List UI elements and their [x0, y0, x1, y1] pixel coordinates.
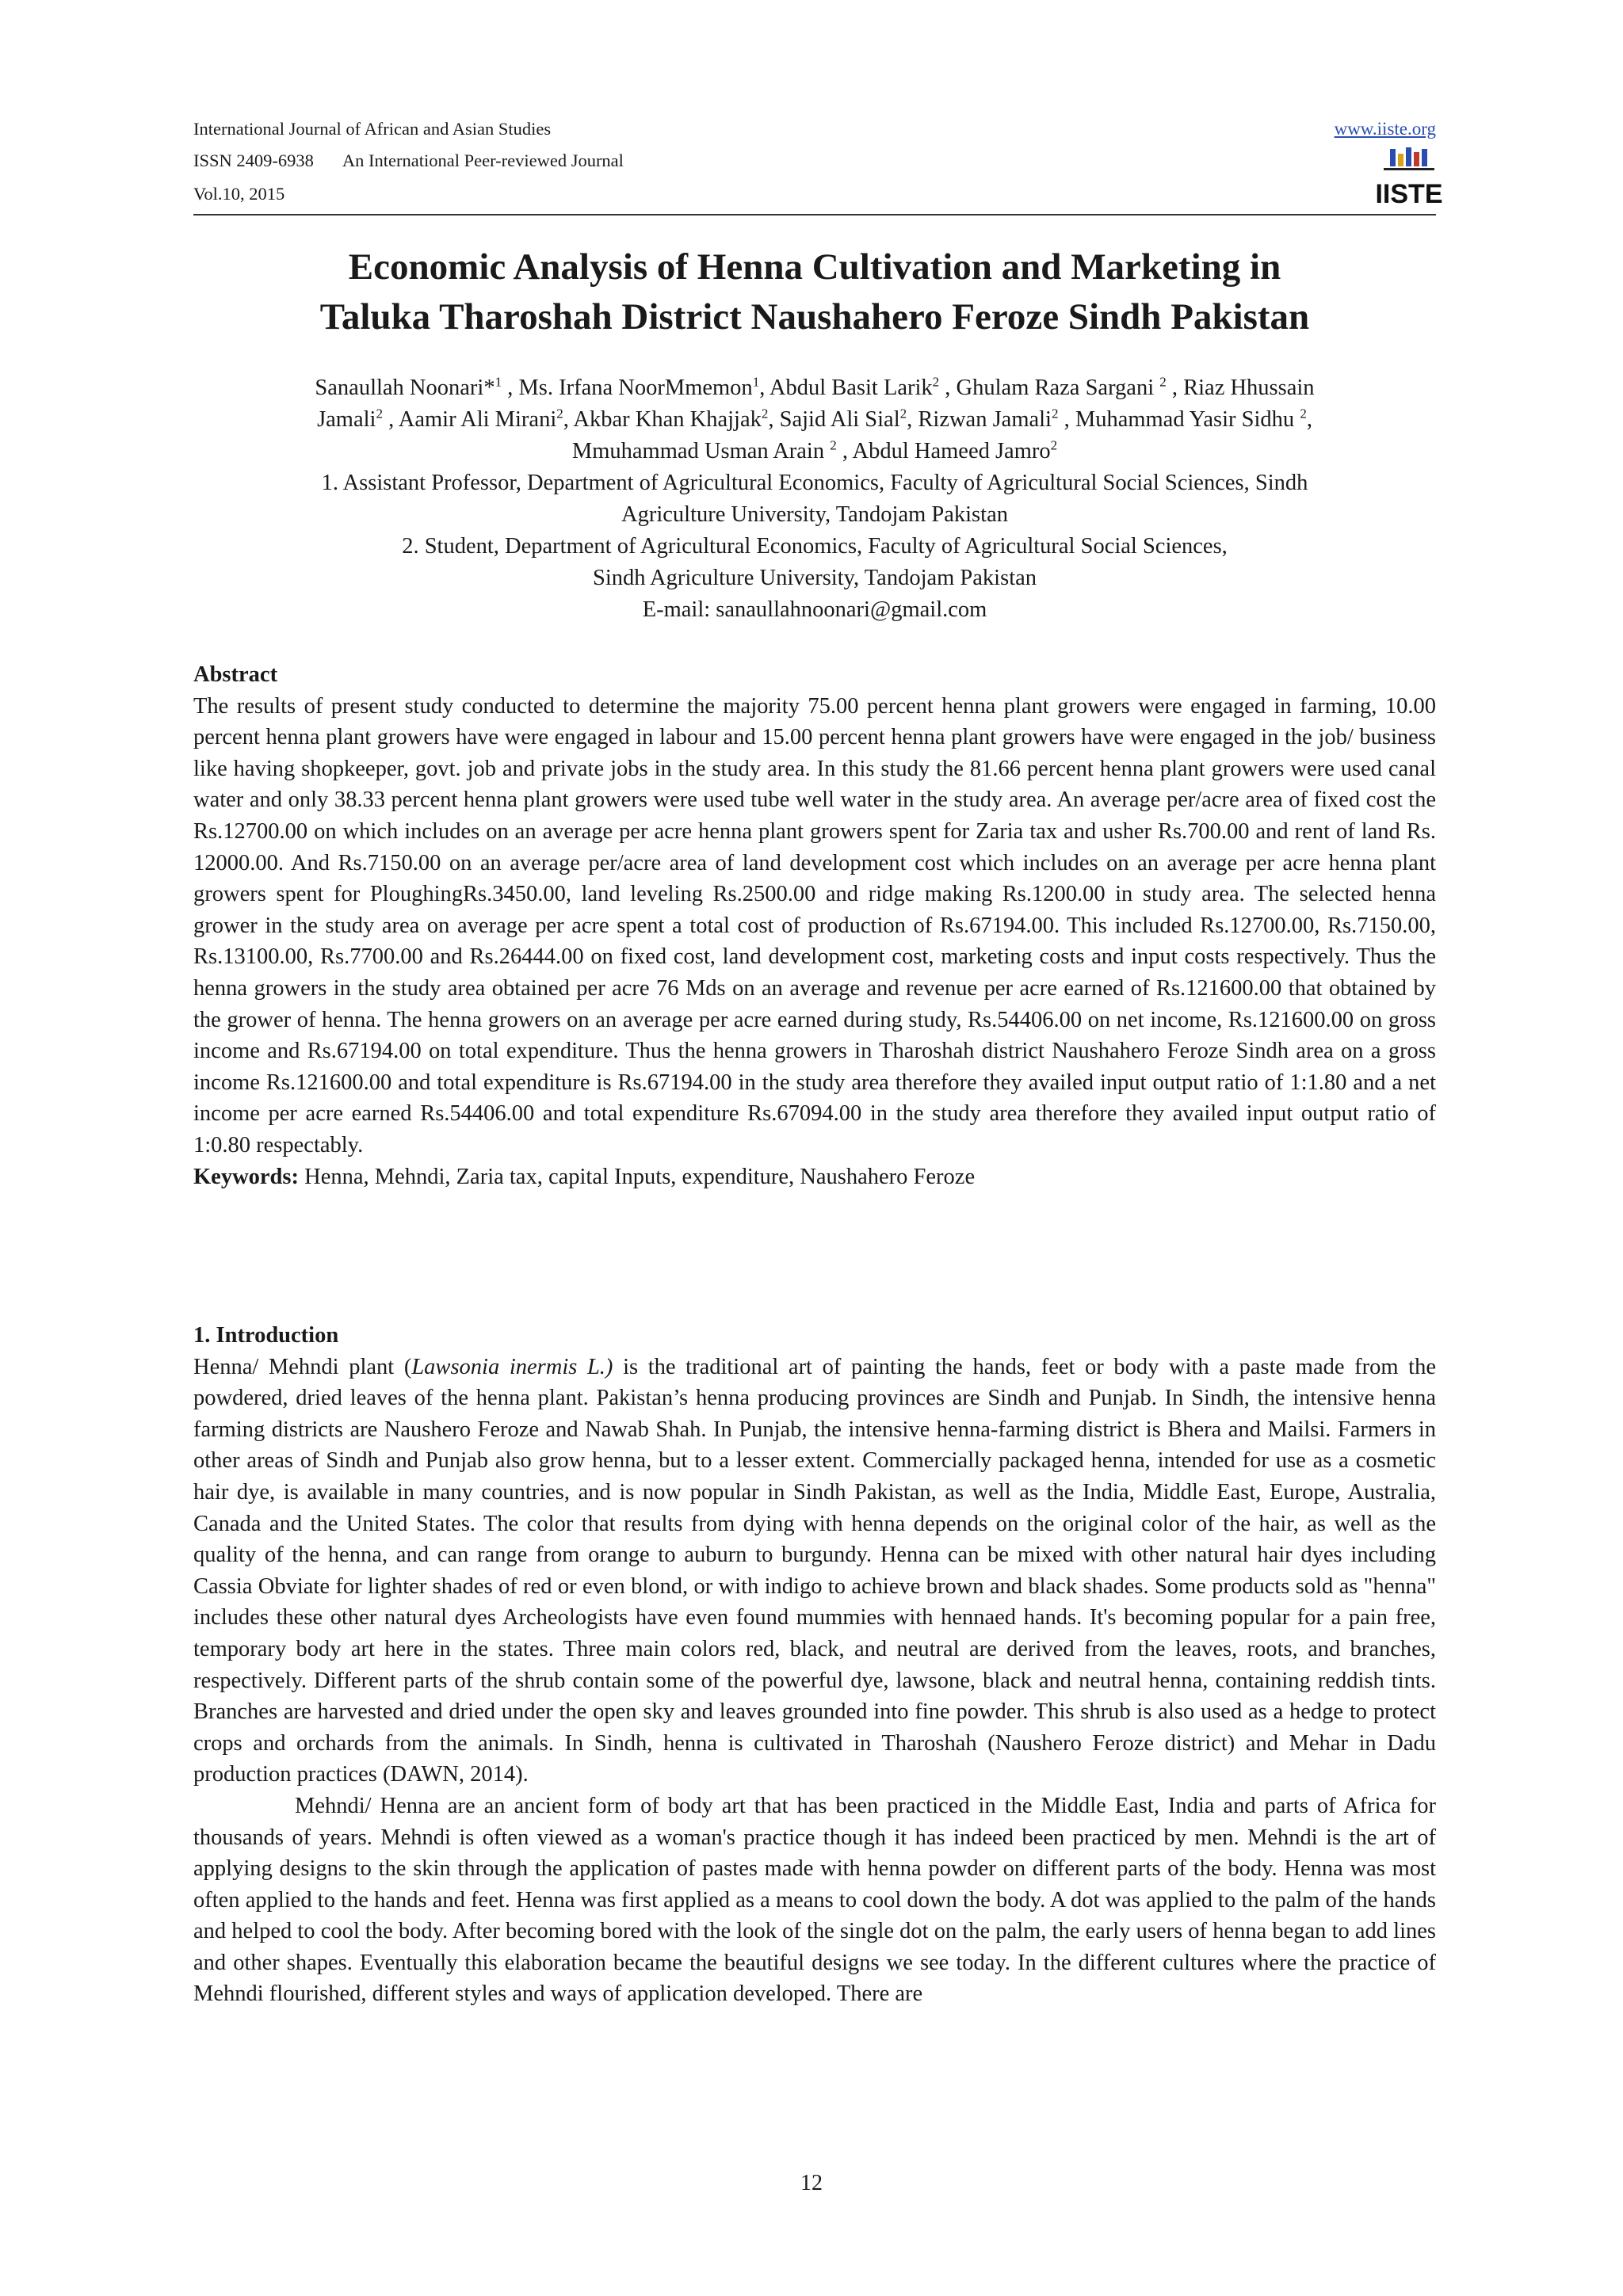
author-email: E-mail: sanaullahnoonari@gmail.com — [642, 597, 987, 622]
introduction-heading: 1. Introduction — [193, 1323, 339, 1348]
introduction-section — [193, 1320, 1436, 2010]
journal-subtitle: An International Peer-reviewed Journal — [342, 151, 624, 170]
svg-text:IISTE: IISTE — [1375, 179, 1443, 209]
affiliation-1: 1. Assistant Professor, Department of Agricultural Economics, Faculty of Agricultural Social Sciences, Sindh — [321, 471, 1308, 495]
page-number: 12 — [800, 2171, 823, 2195]
abstract-text: The results of present study conducted to determine the majority 75.00 percent henna plant growers were engaged in farming, 10.00 percent henna plant growers have were engaged in labour and 15.00 percent henna plant growers have were engaged in the job/ business like having shopkeeper, govt. job and private jobs in the study area. In this study the 81.66 percent henna plant growers were used canal water and only 38.33 percent henna plant growers were used tube well water in the study area. An average per/acre area of fixed cost the Rs.12700.00 on which includes on an average per acre henna plant growers spent for Zaria tax and usher Rs.700.00 and rent of land Rs. 12000.00. And Rs.7150.00 on an average per/acre area of land development cost which includes on an average per acre henna plant growers spent for PloughingRs.3450.00, land leveling Rs.2500.00 and ridge making Rs.1200.00 in study area. The selected henna grower in the study area on average per acre spent a total cost of production of Rs.67194.00. This included Rs.12700.00, Rs.7150.00, Rs.13100.00, Rs.7700.00 and Rs.26444.00 on fixed cost, land development cost, marketing costs and input costs respectively. Thus the henna growers in the study area obtained per acre 76 Mds on an average and revenue per acre earned of Rs.121600.00 that obtained by the grower of henna. The henna growers on an average per acre earned during study, Rs.54406.00 on net income, Rs.121600.00 on gross income and Rs.67194.00 on total expenditure. Thus the henna growers in Tharoshah district Naushahero Feroze Sindh area on a gross income Rs.121600.00 and total expenditure is Rs.67194.00 in the study area therefore they availed input output ratio of 1:1.80 and a net income per acre earned Rs.54406.00 and total expenditure Rs.67094.00 in the study area therefore they availed input output ratio of 1:0.80 respectably. — [193, 693, 1436, 1158]
iiste-logo-icon — [1375, 146, 1443, 209]
paper-title: Economic Analysis of Henna Cultivation and Marketing in Taluka Tharoshah District Naushahero Feroze Sindh Pakistan — [319, 246, 1310, 338]
intro-paragraph-1: Henna/ Mehndi plant (Lawsonia inermis L.) is the traditional art of painting the hands, feet or body with a paste made from the powdered, dried leaves of the henna plant. Pakistan’s henna producing provinces are Sindh and Punjab. In Sindh, the intensive henna farming districts are Naushero Feroze and Nawab Shah. In Punjab, the intensive henna-farming district is Bhera and Mailsi. Farmers in other areas of Sindh and Punjab also grow henna, but to a lesser extent. Commercially packaged henna, intended for use as a cosmetic hair dye, is available in many countries, and is now popular in Sindh Pakistan, as well as the India, Middle East, Europe, Australia, Canada and the United States. The color that results from dying with henna depends on the original color of the hair, as well as the quality of the henna, and can range from orange to auburn to burgundy. Henna can be mixed with other natural hair dyes including Cassia Obviate for lighter shades of red or even blond, or with indigo to achieve brown and black shades. Some products sold as "henna" includes these other natural dyes Archeologists have even found mummies with hennaed hands. It's becoming popular for a pain free, temporary body art here in the states. Three main colors red, black, and neutral are derived from the leaves, roots, and branches, respectively. Different parts of the shrub contain some of the powerful dye, lawsone, black and neutral henna, containing reddish tints. Branches are harvested and dried under the open sky and leaves grounded into fine powder. This shrub is also used as a hedge to protect crops and orchards from the animals. In Sindh, henna is cultivated in Tharoshah (Naushero Feroze district) and Mehar in Dadu production practices (DAWN, 2014). — [193, 1354, 1437, 1787]
issn-line — [193, 152, 624, 170]
header-rule — [193, 214, 1436, 215]
authors-block: Sanaullah Noonari*$^1$ , Ms. Irfana NoorMmemon$^1$, Abdul Basit Larik$^2$ , Ghulam Raza Sargani $^2$ , Riaz Hhussain Jamali$^2$ , Aamir Ali Mirani$^2$, Akbar Khan Khajjak$^2$, Sajid Ali Sial$^2$, Rizwan Jamali$^2$ , Muhammad Yasir Sidhu $^2$, Mmuhammad Usman Arain $^2$ , Abdul Hameed Jamro$^2$ 1. Assistant Professor, Department of Agricultural Economics, Faculty of Agricultural Social Sciences, Sindh Agriculture University, Tandojam Pakistan 2. Student, Department of Agricultural Economics, Faculty of Agricultural Social Sciences, Sindh Agriculture University, Tandojam Pakistan E-mail: sanaullahnoonari@gmail.com — [315, 374, 1315, 622]
affiliation-2: 2. Student, Department of Agricultural Economics, Faculty of Agricultural Social Sciences, — [402, 534, 1228, 559]
intro-paragraph-2: Mehndi/ Henna are an ancient form of body art that has been practiced in the Middle East, India and parts of Africa for thousands of years. Mehndi is often viewed as a woman's practice though it has indeed been practiced by men. Mehndi is the art of applying designs to the skin through the application of pastes made with henna powder on different parts of the body. Henna was most often applied to the hands and feet. Henna was first applied as a means to cool down the body. A dot was applied to the palm of the hands and helped to cool the body. After becoming bored with the look of the single dot on the palm, the early users of henna began to add lines and other shapes. Eventually this elaboration became the beautiful designs we see today. In the different cultures where the practice of Mehndi flourished, different styles and ways of application developed. There are — [193, 1793, 1436, 2007]
keywords: Keywords: Henna, Mehndi, Zaria tax, capital Inputs, expenditure, Naushahero Feroze — [193, 1164, 976, 1189]
journal-url-link[interactable]: www.iiste.org — [1334, 119, 1436, 139]
abstract-section — [193, 659, 1436, 1192]
abstract-heading: Abstract — [193, 662, 278, 687]
journal-name: International Journal of African and Asian Studies — [193, 119, 552, 139]
volume: Vol.10, 2015 — [193, 184, 285, 204]
issn: ISSN 2409-6938 — [193, 151, 314, 170]
